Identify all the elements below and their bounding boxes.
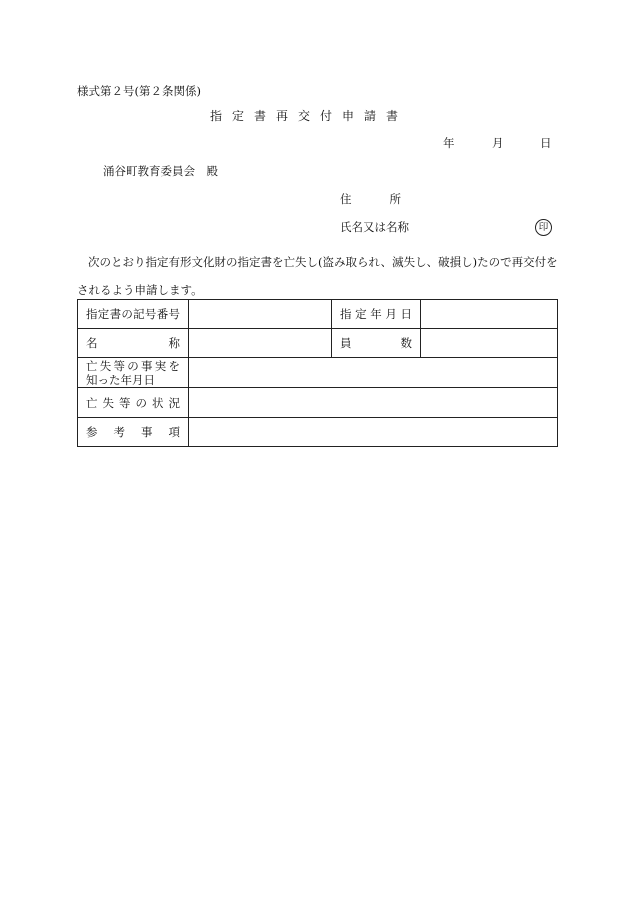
document-title: 指定書再交付申請書 xyxy=(210,109,409,123)
cell-value-loss-known-date[interactable] xyxy=(189,358,558,388)
cell-label-loss-known-date-line1: 亡失等の事実を xyxy=(86,358,180,373)
cell-value-designation-date[interactable] xyxy=(421,300,558,329)
date-month-label: 月 xyxy=(492,136,504,150)
cell-value-name[interactable] xyxy=(189,329,332,358)
form-reference: 様式第２号(第２条関係) xyxy=(77,84,201,98)
cell-label-designation-date: 指定年月日 xyxy=(332,300,421,329)
cell-label-loss-known-date-line2: 知った年月日 xyxy=(86,372,155,387)
cell-label-record-number: 指定書の記号番号 xyxy=(78,300,189,329)
cell-label-loss-known-date xyxy=(78,358,189,388)
seal-mark: 印 xyxy=(535,219,552,236)
date-day-label: 日 xyxy=(540,136,552,150)
cell-value-remarks[interactable] xyxy=(189,418,558,447)
date-year-label: 年 xyxy=(443,136,455,150)
name-label: 氏名又は名称 xyxy=(340,220,409,234)
cell-label-name: 名称 xyxy=(78,329,189,358)
address-label: 住所 xyxy=(340,192,439,206)
recipient: 涌谷町教育委員会 殿 xyxy=(103,164,218,178)
application-table xyxy=(77,299,558,447)
table-row xyxy=(78,329,558,358)
cell-label-quantity: 員数 xyxy=(332,329,421,358)
body-paragraph: 次のとおり指定有形文化財の指定書を亡失し(盗み取られ、滅失し、破損し)たので再交付をされるよう申請します。 xyxy=(77,255,558,297)
cell-label-loss-situation: 亡失等の状況 xyxy=(78,388,189,418)
table-row xyxy=(78,358,558,388)
table-row xyxy=(78,300,558,329)
cell-label-remarks: 参考事項 xyxy=(78,418,189,447)
table-row xyxy=(78,388,558,418)
cell-value-loss-situation[interactable] xyxy=(189,388,558,418)
cell-value-record-number[interactable] xyxy=(189,300,332,329)
table-row xyxy=(78,418,558,447)
cell-value-quantity[interactable] xyxy=(421,329,558,358)
